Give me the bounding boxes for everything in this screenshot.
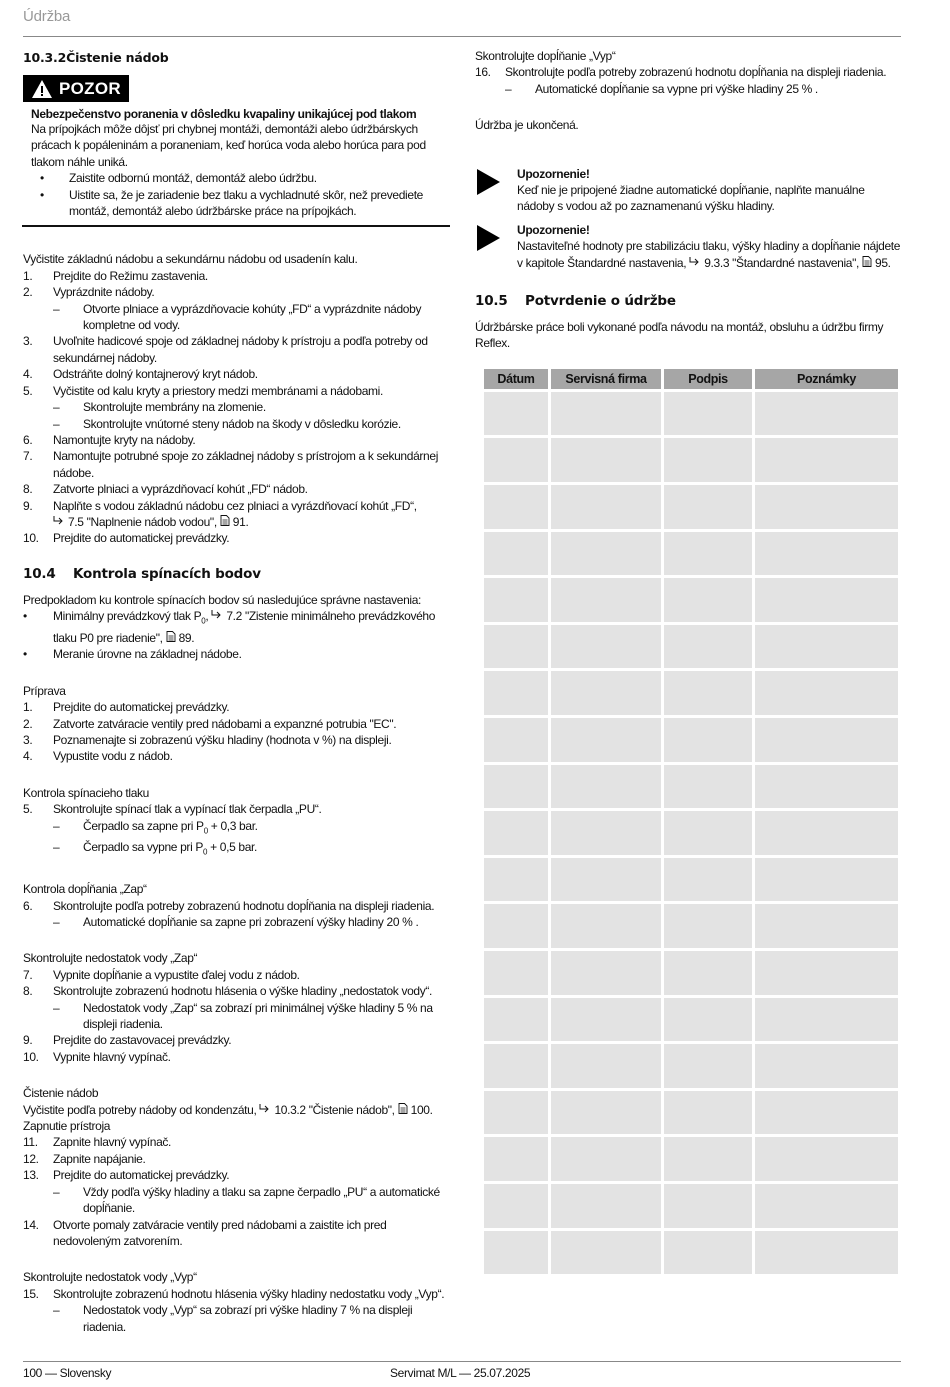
table-cell[interactable]: [551, 532, 661, 576]
table-row: [484, 718, 898, 762]
list-item: 7. Namontujte potrubné spoje zo základnej nádoby s prístrojom a k sekundárnej nádobe.: [23, 449, 439, 480]
table-cell[interactable]: [755, 811, 898, 855]
table-cell[interactable]: [664, 858, 752, 902]
table-cell[interactable]: [755, 1137, 898, 1181]
table-cell[interactable]: [755, 438, 898, 482]
table-header-row: [484, 369, 898, 389]
warning-box: [22, 107, 450, 227]
table-cell[interactable]: [664, 625, 752, 669]
section-title: Potvrdenie o údržbe: [525, 293, 676, 310]
sub-list-item: – Skontrolujte vnútorné steny nádob na škody v dôsledku korózie.: [53, 416, 401, 431]
table-row: [484, 1231, 898, 1275]
table-cell[interactable]: [755, 485, 898, 529]
cross-reference-link[interactable]: 7.5 "Naplnenie nádob vodou",: [67, 514, 217, 529]
section-10-3-2-heading: [23, 50, 451, 65]
list-item: 4. Odstráňte dolný kontajnerový kryt nádob.: [23, 367, 258, 382]
warning-text: Na prípojkách môže dôjsť pri chybnej montáži, demontáži alebo údržbárskych prácach k popáleninám a poraneniam, keď horúca voda alebo horúca para pod tlakom náhle uniká.: [31, 122, 426, 169]
cross-reference-link[interactable]: 10.3.2 "Čistenie nádob",: [274, 1102, 395, 1117]
table-row: [484, 532, 898, 576]
clean-title: Čistenie nádob: [23, 1086, 99, 1101]
note-text: Nastaviteľné hodnoty pre stabilizáciu tlaku, výšky hladiny a dopĺňanie nájdete v kapitole Štandardné nastavenia, 9.3.3 "Štandardné nastavenia", 95.: [517, 239, 901, 270]
list-item: 7. Vypnite dopĺňanie a vypustite ďalej vodu z nádob.: [23, 967, 300, 982]
table-cell[interactable]: [551, 858, 661, 902]
start-title: Zapnutie prístroja: [23, 1119, 111, 1134]
list-item: 2. Vyprázdnite nádoby.: [23, 285, 155, 300]
table-cell[interactable]: [484, 1044, 548, 1088]
list-item: 5. Vyčistite od kalu kryty a priestory medzi membránami a nádobami.: [23, 383, 383, 398]
table-cell[interactable]: [484, 1137, 548, 1181]
list-item: 15. Skontrolujte zobrazenú hodnotu hlásenia výšky hladiny nedostatku vody „Vyp“.: [23, 1286, 445, 1301]
table-cell[interactable]: [551, 671, 661, 715]
list-item: 10. Prejdite do automatickej prevádzky.: [23, 531, 230, 546]
table-row: [484, 671, 898, 715]
fill-on-title: Kontrola dopĺňania „Zap“: [23, 882, 147, 897]
header-rule: [23, 36, 901, 37]
list-item: 9. Prejdite do zastavovacej prevádzky.: [23, 1033, 232, 1048]
table-cell[interactable]: [551, 625, 661, 669]
table-cell[interactable]: [484, 858, 548, 902]
prep-title: Príprava: [23, 683, 66, 698]
table-cell[interactable]: [551, 1231, 661, 1275]
table-row: [484, 811, 898, 855]
table-cell[interactable]: [755, 1044, 898, 1088]
table-cell[interactable]: [551, 811, 661, 855]
table-cell[interactable]: [484, 1091, 548, 1135]
sub-list-item: – Skontrolujte membrány na zlomenie.: [53, 400, 266, 415]
warning-triangle-icon: [31, 79, 53, 99]
table-row: [484, 765, 898, 809]
table-cell[interactable]: [664, 765, 752, 809]
section-title: Kontrola spínacích bodov: [73, 565, 261, 582]
table-row: [484, 1044, 898, 1088]
table-cell[interactable]: [484, 671, 548, 715]
table-cell[interactable]: [755, 671, 898, 715]
table-row: [484, 1091, 898, 1135]
list-item: 12. Zapnite napájanie.: [23, 1151, 146, 1166]
page-number: 91.: [232, 514, 249, 529]
warning-title: Nebezpečenstvo poranenia v dôsledku kvapaliny unikajúcej pod tlakom: [31, 107, 417, 121]
table-cell[interactable]: [484, 718, 548, 762]
cross-reference-icon: [53, 515, 65, 526]
warning-bullet: • Uistite sa, že je zariadenie bez tlaku a vychladnuté skôr, než prevediete montáž, demontáž alebo údržbárske práce na prípojkách.: [40, 187, 423, 219]
column-header: Poznámky: [755, 369, 898, 389]
confirm-text: Údržbárske práce boli vykonané podľa návodu na montáž, obsluhu a údržbu firmy Reflex.: [475, 320, 884, 351]
table-cell[interactable]: [755, 998, 898, 1042]
sub-list-item: – Čerpadlo sa vypne pri $P_0 + 0,5$ bar.: [53, 840, 257, 857]
table-cell[interactable]: [664, 904, 752, 948]
note-1: [475, 166, 901, 215]
list-item: 3. Uvoľnite hadicové spoje od základnej nádoby k prístroju a podľa potreby od sekundárnej nádoby.: [23, 334, 428, 365]
note-title: Upozornenie!: [517, 222, 590, 237]
table-cell[interactable]: [551, 438, 661, 482]
warning-badge-label: POZOR: [59, 78, 121, 98]
list-item: 2. Zatvorte zatváracie ventily pred nádobami a expanzné potrubia "EC".: [23, 716, 397, 731]
note-text: Keď nie je pripojené žiadne automatické dopĺňanie, naplňte manuálne nádoby s vodou až po zaznamenanú výšku hladiny.: [517, 183, 865, 214]
page-icon: [862, 256, 872, 267]
page-header-title: Údržba: [23, 8, 71, 25]
table-cell[interactable]: [551, 1044, 661, 1088]
table-cell[interactable]: [664, 811, 752, 855]
table-row: [484, 998, 898, 1042]
maintenance-table: [481, 366, 901, 1277]
sub-list-item: – Nedostatok vody „Zap“ sa zobrazí pri minimálnej výške hladiny 5 % na displeji riadenia.: [53, 1000, 433, 1032]
cross-reference-icon: [259, 1103, 271, 1114]
list-item: 3. Poznamenajte si zobrazenú výšku hladiny (hodnota v %) na displeji.: [23, 732, 392, 747]
table-cell[interactable]: [664, 1231, 752, 1275]
footer-document-info: Servimat M/L — 25.07.2025: [390, 1366, 531, 1380]
table-cell[interactable]: [484, 625, 548, 669]
table-cell[interactable]: [551, 485, 661, 529]
cross-reference-icon: [689, 256, 701, 267]
table-cell[interactable]: [755, 1231, 898, 1275]
table-cell[interactable]: [664, 532, 752, 576]
cross-reference-link[interactable]: 7.2 "Zistenie minimálneho prevádzkového tlaku P0 pre riadenie",: [53, 609, 436, 645]
check-intro: Predpokladom ku kontrole spínacích bodov sú nasledujúce správne nastavenia:: [23, 592, 422, 607]
page-number: 95.: [875, 255, 891, 270]
page-number: 89.: [178, 630, 195, 645]
table-row: [484, 858, 898, 902]
table-cell[interactable]: [664, 392, 752, 436]
lack-on-title: Skontrolujte nedostatok vody „Zap“: [23, 951, 198, 966]
table-cell[interactable]: [664, 438, 752, 482]
cross-reference-icon: [211, 609, 223, 620]
table-cell[interactable]: [484, 951, 548, 995]
pressure-title: Kontrola spínacieho tlaku: [23, 785, 150, 800]
table-cell[interactable]: [664, 1137, 752, 1181]
table-cell[interactable]: [551, 998, 661, 1042]
table-cell[interactable]: [664, 951, 752, 995]
warning-bullet: • Zaistite odbornú montáž, demontáž alebo údržbu.: [40, 171, 317, 186]
table-row: [484, 438, 898, 482]
note-title: Upozornenie!: [517, 166, 590, 181]
table-cell[interactable]: [551, 904, 661, 948]
table-cell[interactable]: [551, 578, 661, 622]
page-icon: [166, 631, 176, 642]
table-cell[interactable]: [664, 1184, 752, 1228]
warning-badge: [23, 75, 129, 102]
list-item: 16. Skontrolujte podľa potreby zobrazenú hodnotu dopĺňania na displeji riadenia.: [475, 65, 887, 80]
table-row: [484, 485, 898, 529]
table-cell[interactable]: [755, 904, 898, 948]
table-cell[interactable]: [484, 578, 548, 622]
table-cell[interactable]: [551, 1091, 661, 1135]
table-cell[interactable]: [664, 718, 752, 762]
section-number: 10.3.2: [23, 50, 67, 65]
table-cell[interactable]: [551, 392, 661, 436]
table-cell[interactable]: [484, 811, 548, 855]
sub-list-item: – Vždy podľa výšky hladiny a tlaku sa zapne čerpadlo „PU“ a automatické dopĺňanie.: [53, 1184, 440, 1216]
table-row: [484, 1184, 898, 1228]
table-cell[interactable]: [664, 671, 752, 715]
list-item: 6. Namontujte kryty na nádoby.: [23, 432, 196, 447]
table-cell[interactable]: [755, 765, 898, 809]
maintenance-done: Údržba je ukončená.: [475, 118, 579, 133]
column-header: Dátum: [484, 369, 548, 389]
page-icon: [398, 1103, 408, 1114]
section-number: 10.5: [475, 293, 508, 310]
footer-rule: [23, 1361, 901, 1362]
table-cell[interactable]: [484, 438, 548, 482]
clean-text: Vyčistite podľa potreby nádoby od kondenzátu, 10.3.2 "Čistenie nádob", 100.: [23, 1102, 433, 1117]
list-item: 10. Vypnite hlavný vypínač.: [23, 1049, 171, 1064]
arrow-right-icon: [475, 224, 501, 252]
section-10-4-heading: [23, 566, 451, 582]
list-item: 14. Otvorte pomaly zatváracie ventily pred nádobami a zaistite ich pred nedovoleným zatvorením.: [23, 1217, 387, 1248]
table-cell[interactable]: [755, 718, 898, 762]
table-row: [484, 578, 898, 622]
table-cell[interactable]: [551, 1137, 661, 1181]
section-title: Čistenie nádob: [66, 50, 169, 65]
list-item: 8. Skontrolujte zobrazenú hodnotu hlásenia o výške hladiny „nedostatok vody“.: [23, 984, 433, 999]
table-cell[interactable]: [755, 392, 898, 436]
table-cell[interactable]: [664, 1091, 752, 1135]
table-cell[interactable]: [484, 392, 548, 436]
table-cell[interactable]: [755, 951, 898, 995]
list-item: 11. Zapnite hlavný vypínač.: [23, 1135, 172, 1150]
list-item: 6. Skontrolujte podľa potreby zobrazenú hodnotu dopĺňania na displeji riadenia.: [23, 898, 435, 913]
table-cell[interactable]: [755, 625, 898, 669]
list-item: 8. Zatvorte plniaci a vyprázdňovací kohút „FD“ nádob.: [23, 482, 308, 497]
table-row: [484, 1137, 898, 1181]
column-header: Servisná firma: [551, 369, 661, 389]
table-cell[interactable]: [484, 998, 548, 1042]
sub-list-item: – Čerpadlo sa zapne pri $P_0 + 0,3$ bar.: [53, 818, 258, 835]
section-number: 10.4: [23, 565, 56, 582]
table-cell[interactable]: [755, 1091, 898, 1135]
left-column: [23, 48, 451, 1335]
table-cell[interactable]: [664, 485, 752, 529]
table-cell[interactable]: [484, 532, 548, 576]
bullet-item: • Meranie úrovne na základnej nádobe.: [23, 647, 242, 662]
table-cell[interactable]: [484, 1184, 548, 1228]
footer-page-info: 100 — Slovensky: [23, 1366, 112, 1380]
table-cell[interactable]: [484, 904, 548, 948]
table-cell[interactable]: [551, 951, 661, 995]
sub-list-item: – Nedostatok vody „Vyp“ sa zobrazí pri výške hladiny 7 % na displeji riadenia.: [53, 1303, 413, 1334]
table-cell[interactable]: [484, 485, 548, 529]
table-cell[interactable]: [664, 1044, 752, 1088]
page-icon: [220, 515, 230, 526]
table-cell[interactable]: [755, 858, 898, 902]
lack-off-title: Skontrolujte nedostatok vody „Vyp“: [23, 1270, 197, 1285]
clean-intro: Vyčistite základnú nádobu a sekundárnu nádobu od usadenín kalu.: [23, 252, 358, 267]
table-row: [484, 951, 898, 995]
right-column: [475, 48, 901, 1277]
section-10-5-heading: [475, 293, 901, 309]
table-cell[interactable]: [484, 1231, 548, 1275]
table-cell[interactable]: [551, 765, 661, 809]
cross-reference-link[interactable]: 9.3.3 "Štandardné nastavenia",: [704, 255, 860, 270]
sub-list-item: – Automatické dopĺňanie sa vypne pri výške hladiny 25 % .: [505, 81, 818, 96]
list-item: 5. Skontrolujte spínací tlak a vypínací tlak čerpadla „PU“.: [23, 802, 322, 817]
table-cell[interactable]: [755, 1184, 898, 1228]
list-item: 1. Prejdite do automatickej prevádzky.: [23, 700, 230, 715]
table-cell[interactable]: [551, 718, 661, 762]
table-cell[interactable]: [551, 1184, 661, 1228]
table-cell[interactable]: [664, 578, 752, 622]
note-2: [475, 222, 901, 271]
page-number: 100.: [410, 1102, 433, 1117]
sub-list-item: – Automatické dopĺňanie sa zapne pri zobrazení výšky hladiny 20 % .: [53, 915, 419, 930]
table-cell[interactable]: [755, 578, 898, 622]
sub-list-item: – Otvorte plniace a vyprázdňovacie kohúty „FD“ a vyprázdnite nádoby kompletne od vody.: [53, 301, 422, 333]
list-item: 4. Vypustite vodu z nádob.: [23, 749, 173, 764]
table-row: [484, 904, 898, 948]
table-row: [484, 625, 898, 669]
arrow-right-icon: [475, 168, 501, 196]
bullet-item: • Minimálny prevádzkový tlak $P_0$, 7.2 "Zistenie minimálneho prevádzkového tlaku P0 pre riadenie", 89.: [23, 609, 436, 645]
list-item: 1. Prejdite do Režimu zastavenia.: [23, 268, 208, 283]
list-item: 9. Naplňte s vodou základnú nádobu cez plniaci a vyrázdňovací kohút „FD“, 7.5 "Naplnenie nádob vodou", 91.: [23, 498, 417, 529]
table-cell[interactable]: [755, 532, 898, 576]
table-row: [484, 392, 898, 436]
column-header: Podpis: [664, 369, 752, 389]
table-cell[interactable]: [664, 998, 752, 1042]
table-cell[interactable]: [484, 765, 548, 809]
fill-off-title: Skontrolujte dopĺňanie „Vyp“: [475, 49, 616, 63]
table-body: [484, 392, 898, 1274]
list-item: 13. Prejdite do automatickej prevádzky.: [23, 1168, 230, 1183]
